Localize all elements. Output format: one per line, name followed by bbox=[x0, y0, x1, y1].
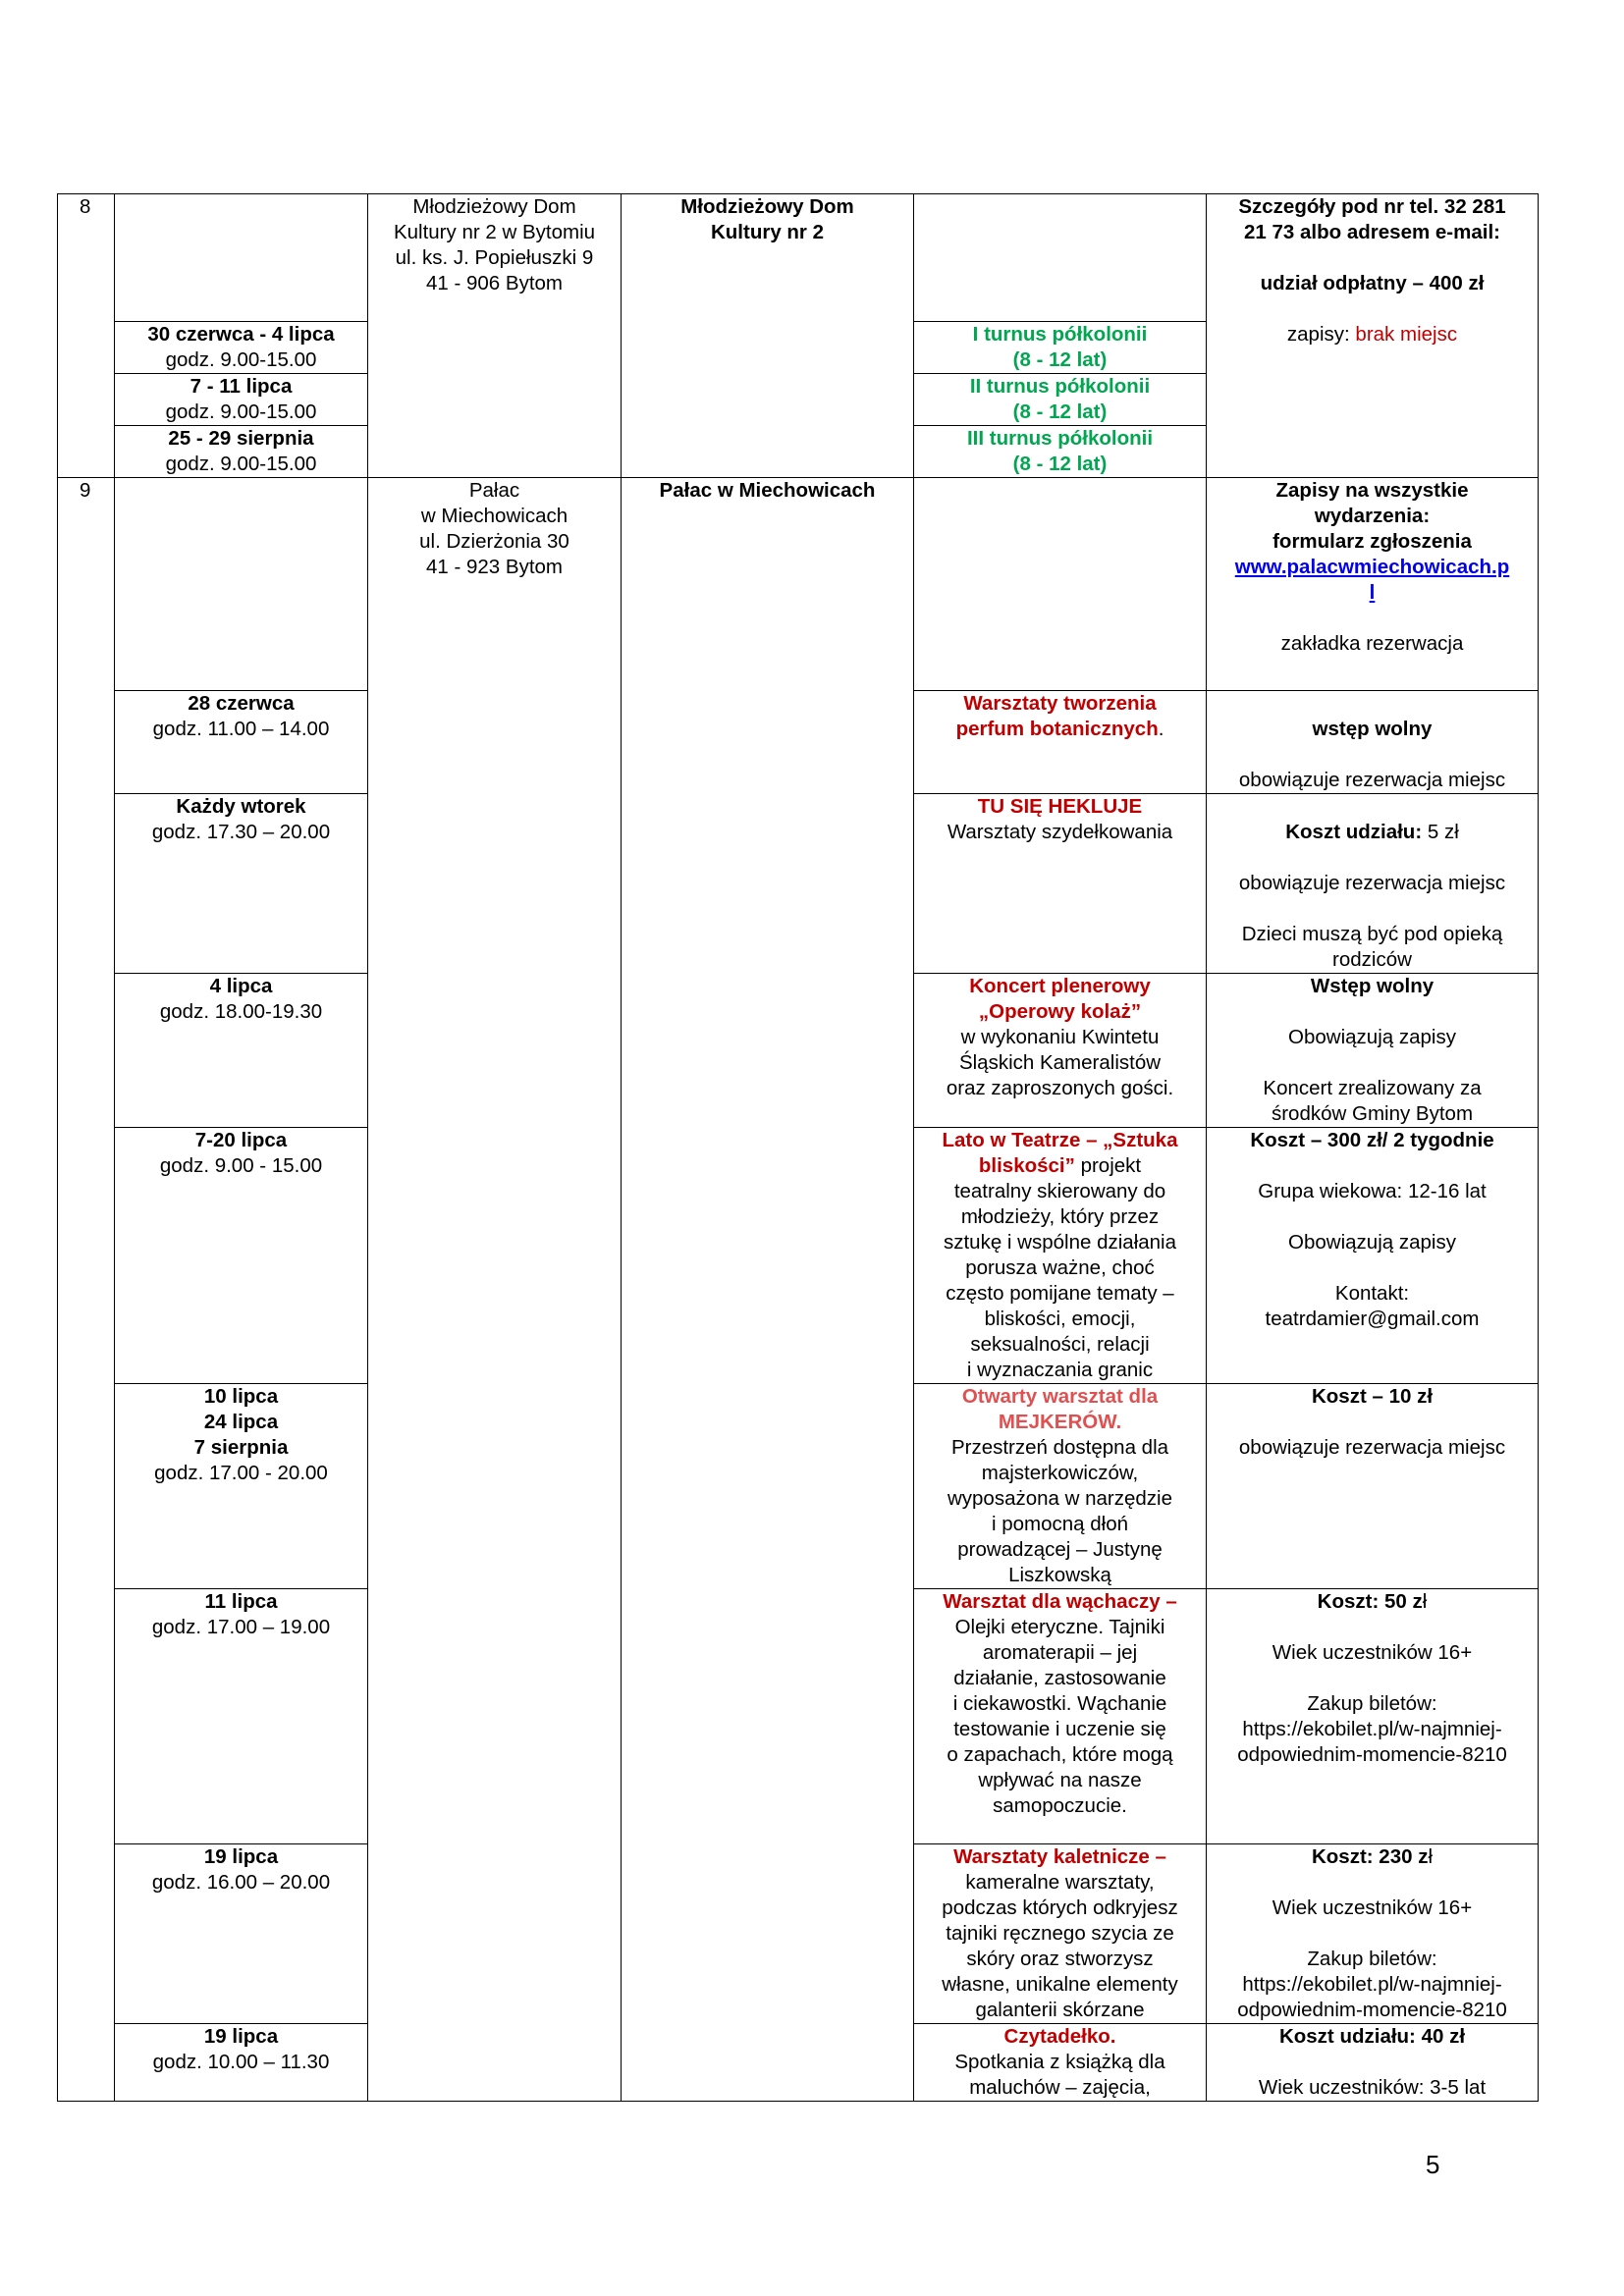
event-title: Czytadełko. bbox=[1003, 2025, 1116, 2048]
event-date: 19 lipca bbox=[203, 1845, 279, 1868]
info-line: obowiązuje rezerwacja miejsc bbox=[1238, 1436, 1506, 1459]
event-title: bliskości” bbox=[978, 1154, 1075, 1177]
venue-address bbox=[368, 194, 622, 478]
info-line: Zakup biletów: bbox=[1307, 1692, 1437, 1715]
event-cell bbox=[914, 478, 1207, 691]
cost-value: ł bbox=[1428, 1845, 1434, 1868]
event-date: 25 - 29 sierpnia bbox=[168, 427, 314, 450]
info-line: Kontakt: bbox=[1334, 1282, 1410, 1305]
event-desc: wpływać na nasze bbox=[978, 1769, 1142, 1791]
row-number: 9 bbox=[58, 478, 115, 2102]
event-date: 7-20 lipca bbox=[194, 1129, 288, 1151]
event-desc: wyposażona w narzędzie bbox=[947, 1487, 1173, 1510]
event-title: Warsztaty tworzenia bbox=[963, 692, 1157, 715]
event-time: godz. 17.30 – 20.00 bbox=[151, 821, 331, 843]
event-cell bbox=[914, 194, 1207, 322]
contact-line: Szczegóły pod nr tel. 32 281 bbox=[1238, 195, 1506, 218]
cost-label: Koszt: 50 z bbox=[1317, 1590, 1423, 1613]
date-cell bbox=[115, 691, 368, 794]
info-cell bbox=[1207, 974, 1539, 1128]
event-title: „Operowy kolaż” bbox=[978, 1000, 1142, 1023]
event-date: 11 lipca bbox=[204, 1590, 278, 1613]
event-desc: i ciekawostki. Wąchanie bbox=[952, 1692, 1167, 1715]
cost-value: 5 zł bbox=[1422, 821, 1459, 843]
event-title: MEJKERÓW. bbox=[998, 1411, 1122, 1433]
info-line: Obowiązują zapisy bbox=[1288, 1026, 1456, 1048]
event-cell bbox=[914, 691, 1207, 794]
date-cell bbox=[115, 1128, 368, 1384]
contact-line: 21 73 albo adresem e-mail: bbox=[1244, 221, 1500, 243]
ticket-url: odpowiednim-momencie-8210 bbox=[1237, 1743, 1507, 1766]
event-time: godz. 17.00 - 20.00 bbox=[154, 1462, 328, 1484]
date-cell bbox=[115, 478, 368, 691]
info-cell bbox=[1207, 2024, 1539, 2102]
event-date: 30 czerwca - 4 lipca bbox=[147, 323, 335, 346]
event-desc: Przestrzeń dostępna dla bbox=[950, 1436, 1169, 1459]
event-cell bbox=[914, 1128, 1207, 1384]
event-date: 7 sierpnia bbox=[193, 1436, 289, 1459]
event-time: godz. 11.00 – 14.00 bbox=[152, 718, 330, 740]
event-title: I turnus półkolonii bbox=[972, 323, 1148, 346]
booking-tab-text: zakładka rezerwacja bbox=[1280, 632, 1464, 655]
event-date: 24 lipca bbox=[203, 1411, 279, 1433]
event-desc: kameralne warsztaty, bbox=[965, 1871, 1155, 1894]
event-desc: aromaterapii – jej bbox=[982, 1641, 1138, 1664]
event-date: 19 lipca bbox=[203, 2025, 279, 2048]
event-desc: galanterii skórzane bbox=[975, 1999, 1145, 2021]
venue-line: Pałac bbox=[468, 479, 520, 502]
event-desc: prowadzącej – Justynę bbox=[957, 1538, 1163, 1561]
info-cell bbox=[1207, 691, 1539, 794]
event-time: godz. 9.00-15.00 bbox=[165, 400, 317, 423]
page-number: 5 bbox=[1426, 2150, 1440, 2179]
venue-line: 41 - 906 Bytom bbox=[425, 272, 563, 294]
event-desc: o zapachach, które mogą bbox=[947, 1743, 1173, 1766]
info-cell bbox=[1207, 794, 1539, 974]
event-desc: oraz zaproszonych gości. bbox=[946, 1077, 1174, 1099]
venue-line: ul. Dzierżonia 30 bbox=[419, 530, 569, 553]
website-link[interactable]: www.palacwmiechowicach.p bbox=[1234, 556, 1510, 578]
venue-line: Kultury nr 2 w Bytomiu bbox=[393, 221, 596, 243]
event-desc: Spotkania z książką dla bbox=[954, 2051, 1165, 2073]
info-line: Wiek uczestników 16+ bbox=[1272, 1641, 1473, 1664]
cost-label: Koszt: 230 z bbox=[1311, 1845, 1429, 1868]
info-line: Wstęp wolny bbox=[1310, 975, 1435, 997]
event-cell bbox=[914, 1844, 1207, 2024]
event-time: godz. 9.00 - 15.00 bbox=[159, 1154, 323, 1177]
event-time: godz. 9.00-15.00 bbox=[165, 453, 317, 475]
info-line: Zakup biletów: bbox=[1307, 1948, 1437, 1970]
event-age: (8 - 12 lat) bbox=[1012, 400, 1108, 423]
event-title: TU SIĘ HEKLUJE bbox=[977, 795, 1143, 818]
event-desc: działanie, zastosowanie bbox=[953, 1667, 1166, 1689]
signup-status: brak miejsc bbox=[1355, 323, 1458, 346]
event-desc: maluchów – zajęcia, bbox=[969, 2076, 1151, 2099]
event-desc: podczas których odkryjesz bbox=[942, 1896, 1178, 1919]
venue-line: w Miechowicach bbox=[420, 505, 568, 527]
event-title: Otwarty warsztat dla bbox=[961, 1385, 1159, 1408]
info-line: Obowiązują zapisy bbox=[1288, 1231, 1456, 1254]
info-line: Wiek uczestników 16+ bbox=[1272, 1896, 1473, 1919]
info-line: Koszt – 300 zł/ 2 tygodnie bbox=[1250, 1129, 1494, 1151]
event-cell bbox=[914, 426, 1207, 478]
info-line: Koszt – 10 zł bbox=[1311, 1385, 1434, 1408]
info-cell bbox=[1207, 478, 1539, 691]
event-title: perfum botanicznych bbox=[955, 718, 1159, 740]
event-desc: seksualności, relacji bbox=[970, 1333, 1150, 1356]
event-desc: i wyznaczania granic bbox=[966, 1359, 1154, 1381]
event-desc: młodzieży, który przez bbox=[960, 1205, 1160, 1228]
event-desc: tajniki ręcznego szycia ze bbox=[946, 1922, 1174, 1945]
info-line: obowiązuje rezerwacja miejsc bbox=[1238, 769, 1506, 791]
date-cell bbox=[115, 2024, 368, 2102]
date-cell bbox=[115, 426, 368, 478]
event-desc: teatralny skierowany do bbox=[953, 1180, 1166, 1202]
event-title: II turnus półkolonii bbox=[969, 375, 1151, 398]
signup-info: formularz zgłoszenia bbox=[1272, 530, 1472, 553]
event-cell bbox=[914, 974, 1207, 1128]
event-time: godz. 16.00 – 20.00 bbox=[151, 1871, 331, 1894]
row-number: 8 bbox=[58, 194, 115, 478]
section-8-header-row bbox=[58, 194, 1539, 322]
signup-info: Zapisy na wszystkie bbox=[1275, 479, 1469, 502]
info-cell bbox=[1207, 194, 1539, 478]
organizer bbox=[622, 194, 914, 478]
event-title: Warsztaty kaletnicze – bbox=[953, 1845, 1166, 1868]
info-line: środków Gminy Bytom bbox=[1271, 1102, 1474, 1125]
event-time: godz. 17.00 – 19.00 bbox=[151, 1616, 331, 1638]
section-9-header-row bbox=[58, 478, 1539, 691]
event-desc: i pomocną dłoń bbox=[991, 1513, 1129, 1535]
event-desc: projekt bbox=[1074, 1154, 1142, 1177]
event-date: Każdy wtorek bbox=[176, 795, 306, 818]
event-desc: sztukę i wspólne działania bbox=[943, 1231, 1177, 1254]
date-cell bbox=[115, 974, 368, 1128]
info-line: rodziców bbox=[1332, 948, 1412, 971]
event-desc: testowanie i uczenie się bbox=[953, 1718, 1166, 1740]
event-desc: bliskości, emocji, bbox=[984, 1308, 1136, 1330]
event-desc: Śląskich Kameralistów bbox=[958, 1051, 1162, 1074]
event-title: Lato w Teatrze – „Sztuka bbox=[942, 1129, 1178, 1151]
event-desc: własne, unikalne elementy bbox=[942, 1973, 1178, 1996]
event-title-tail: . bbox=[1158, 718, 1164, 740]
venue-line: ul. ks. J. Popiełuszki 9 bbox=[395, 246, 594, 269]
ticket-url: odpowiednim-momencie-8210 bbox=[1237, 1999, 1507, 2021]
cost-value: ł bbox=[1422, 1590, 1428, 1613]
info-line: obowiązuje rezerwacja miejsc bbox=[1238, 872, 1506, 894]
event-time: godz. 9.00-15.00 bbox=[165, 348, 317, 371]
event-desc: porusza ważne, choć bbox=[965, 1256, 1155, 1279]
event-age: (8 - 12 lat) bbox=[1012, 348, 1108, 371]
venue-line: 41 - 923 Bytom bbox=[425, 556, 563, 578]
event-cell bbox=[914, 322, 1207, 374]
event-time: godz. 10.00 – 11.30 bbox=[152, 2051, 330, 2073]
cost-label: Koszt udziału: bbox=[1285, 821, 1423, 843]
organizer: Pałac w Miechowicach bbox=[622, 478, 914, 2102]
info-cell bbox=[1207, 1844, 1539, 2024]
info-line: Koncert zrealizowany za bbox=[1263, 1077, 1482, 1099]
fee-text: udział odpłatny – 400 zł bbox=[1260, 272, 1485, 294]
ticket-url: https://ekobilet.pl/w-najmniej- bbox=[1242, 1718, 1502, 1740]
venue-line: Młodzieżowy Dom bbox=[412, 195, 576, 218]
event-title: III turnus półkolonii bbox=[966, 427, 1154, 450]
organizer-line: Młodzieżowy Dom bbox=[680, 195, 854, 218]
schedule-table bbox=[57, 193, 1539, 2102]
event-desc: Olejki eteryczne. Tajniki bbox=[954, 1616, 1165, 1638]
event-title: Koncert plenerowy bbox=[969, 975, 1151, 997]
event-cell bbox=[914, 2024, 1207, 2102]
event-date: 10 lipca bbox=[203, 1385, 279, 1408]
event-cell bbox=[914, 374, 1207, 426]
event-date: 28 czerwca bbox=[188, 692, 295, 715]
date-cell bbox=[115, 322, 368, 374]
info-cell bbox=[1207, 1384, 1539, 1589]
event-desc: samopoczucie. bbox=[993, 1794, 1127, 1817]
date-cell bbox=[115, 194, 368, 322]
event-cell bbox=[914, 1589, 1207, 1844]
venue-address bbox=[368, 478, 622, 2102]
event-desc: Warsztaty szydełkowania bbox=[947, 821, 1173, 843]
event-desc: w wykonaniu Kwintetu bbox=[960, 1026, 1160, 1048]
event-desc: często pomijane tematy – bbox=[946, 1282, 1174, 1305]
event-age: (8 - 12 lat) bbox=[1012, 453, 1108, 475]
event-cell bbox=[914, 1384, 1207, 1589]
date-cell bbox=[115, 1844, 368, 2024]
date-cell bbox=[115, 1589, 368, 1844]
event-date: 7 - 11 lipca bbox=[189, 375, 293, 398]
event-desc: Liszkowską bbox=[1008, 1564, 1111, 1586]
info-line: Grupa wiekowa: 12-16 lat bbox=[1258, 1180, 1487, 1202]
signup-label: zapisy: bbox=[1286, 323, 1350, 346]
event-cell bbox=[914, 794, 1207, 974]
date-cell bbox=[115, 374, 368, 426]
event-desc: majsterkowiczów, bbox=[981, 1462, 1139, 1484]
signup-info: wydarzenia: bbox=[1314, 505, 1431, 527]
date-cell bbox=[115, 794, 368, 974]
event-date: 4 lipca bbox=[209, 975, 273, 997]
info-line: Koszt udziału: 40 zł bbox=[1278, 2025, 1466, 2048]
info-line: wstęp wolny bbox=[1312, 718, 1433, 740]
organizer-line: Kultury nr 2 bbox=[710, 221, 825, 243]
event-time: godz. 18.00-19.30 bbox=[159, 1000, 323, 1023]
website-link-cont[interactable]: l bbox=[1369, 581, 1376, 604]
ticket-url: https://ekobilet.pl/w-najmniej- bbox=[1242, 1973, 1502, 1996]
contact-email: teatrdamier@gmail.com bbox=[1265, 1308, 1480, 1330]
info-cell bbox=[1207, 1589, 1539, 1844]
event-desc: skóry oraz stworzysz bbox=[966, 1948, 1154, 1970]
info-line: Dzieci muszą być pod opieką bbox=[1241, 923, 1503, 945]
info-line: Wiek uczestników: 3-5 lat bbox=[1258, 2076, 1487, 2099]
date-cell bbox=[115, 1384, 368, 1589]
event-title: Warsztat dla wąchaczy – bbox=[943, 1590, 1177, 1613]
info-cell bbox=[1207, 1128, 1539, 1384]
